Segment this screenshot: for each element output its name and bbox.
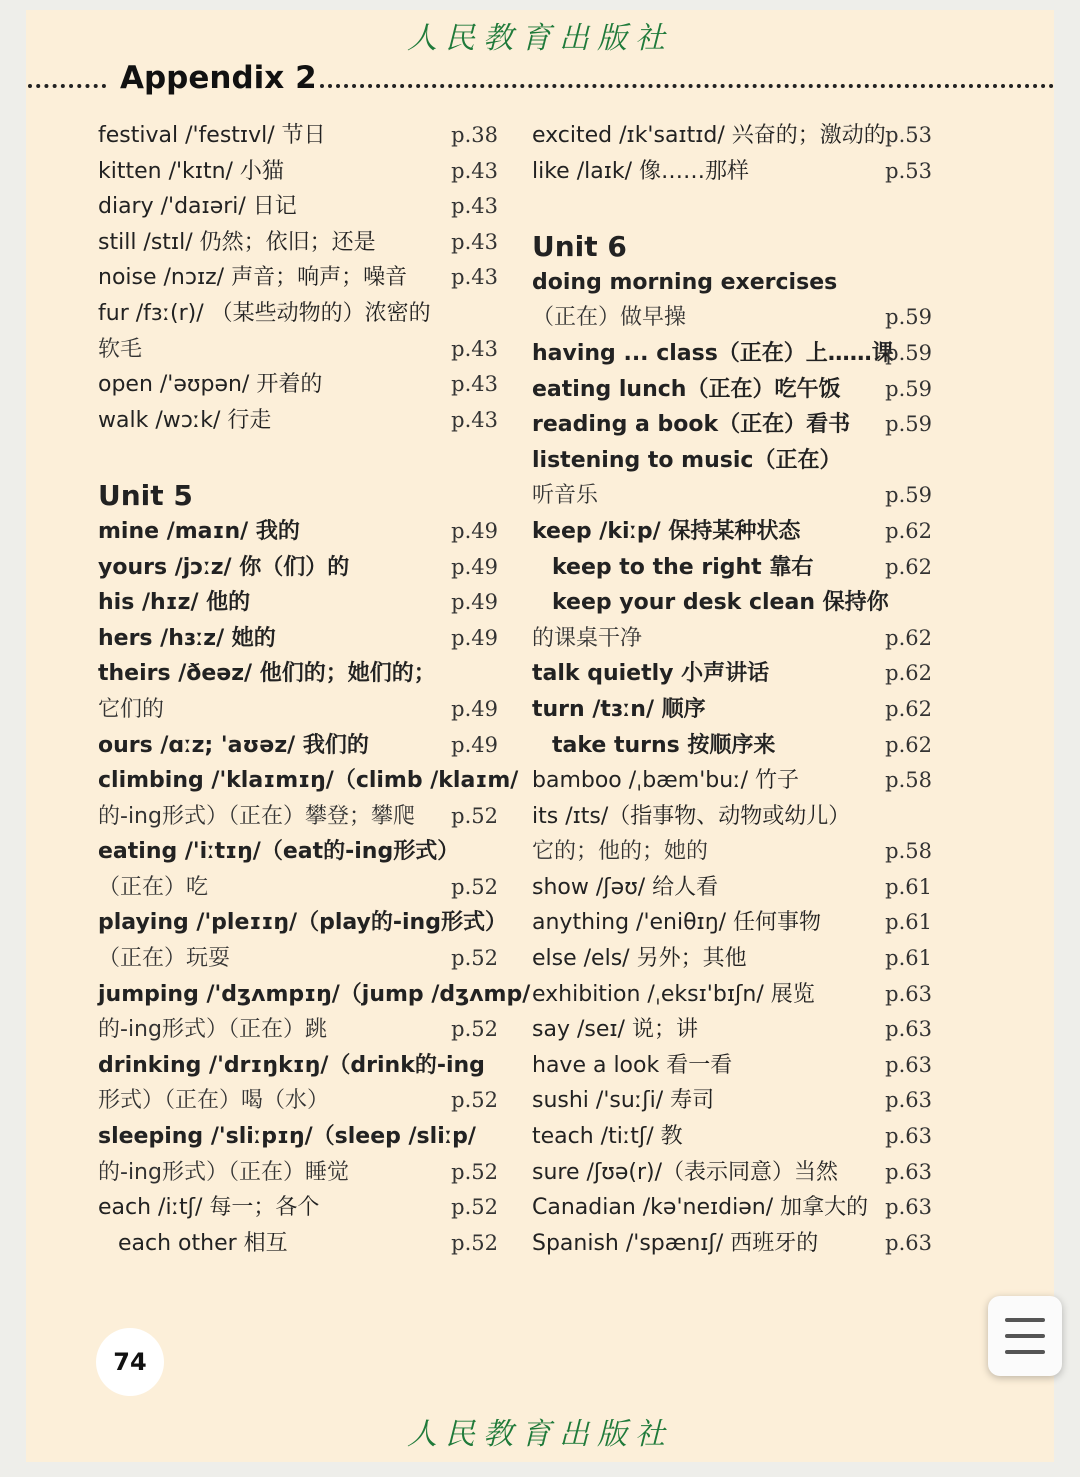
- page-reference: p.52: [451, 1159, 498, 1184]
- page-reference: p.59: [885, 412, 932, 437]
- vocab-text: 它们的: [98, 696, 165, 722]
- page-reference: p.49: [451, 625, 498, 650]
- page-reference: p.49: [451, 732, 498, 757]
- vocab-entry: [532, 372, 932, 408]
- vocab-text: keep to the right 靠右: [552, 554, 814, 580]
- page-reference: p.52: [451, 1230, 498, 1255]
- dotted-rule-right: [320, 84, 1054, 88]
- vocab-text: fur /fɜː(r)/ （某些动物的）浓密的: [98, 300, 431, 326]
- vocab-text: kitten /'kɪtn/ 小猫: [98, 158, 284, 184]
- page-reference: p.59: [885, 376, 932, 401]
- vocab-entry: [98, 656, 498, 692]
- vocab-text: eating lunch（正在）吃午饭: [532, 376, 841, 402]
- vocab-text: Canadian /kə'neɪdiən/ 加拿大的: [532, 1195, 869, 1221]
- page-reference: p.63: [885, 1124, 932, 1149]
- vocab-entry-continuation: [532, 834, 932, 870]
- dotted-rule-left: [28, 84, 106, 88]
- vocab-text: （正在）做早操: [532, 305, 687, 331]
- vocab-text: having ... class（正在）上……课: [532, 340, 894, 366]
- vocab-text: its /ɪts/（指事物、动物或幼儿）: [532, 803, 851, 829]
- page-number: 74: [96, 1328, 164, 1396]
- page-reference: p.43: [451, 336, 498, 361]
- vocab-entry: [532, 443, 932, 479]
- vocab-entry: [532, 1119, 932, 1155]
- vocab-entry: [98, 550, 498, 586]
- vocab-text: Spanish /'spænɪʃ/ 西班牙的: [532, 1230, 819, 1256]
- vocab-entry: [98, 296, 498, 332]
- vocab-text: talk quietly 小声讲话: [532, 661, 770, 687]
- vocab-entry: [98, 728, 498, 764]
- page-reference: p.43: [451, 265, 498, 290]
- page-reference: p.58: [885, 839, 932, 864]
- menu-bar: [1005, 1334, 1045, 1338]
- vocab-entry: [532, 514, 932, 550]
- vocab-text: 听音乐: [532, 483, 599, 509]
- page-reference: p.63: [885, 1195, 932, 1220]
- vocab-text: excited /ɪk'saɪtɪd/ 兴奋的；激动的: [532, 123, 886, 148]
- vocab-text: 的-ing形式）（正在）跳: [98, 1017, 327, 1043]
- vocab-text: mine /maɪn/ 我的: [98, 518, 300, 544]
- hamburger-menu-icon[interactable]: [988, 1296, 1062, 1376]
- page-reference: p.52: [451, 803, 498, 828]
- vocab-entry: [532, 728, 932, 764]
- vocab-text: festival /'festɪvl/ 节日: [98, 123, 326, 148]
- publisher-logo-top: 人民教育出版社: [407, 21, 673, 56]
- vocab-entry: [532, 1012, 932, 1048]
- vocab-entry: [98, 189, 498, 225]
- appendix-title: Appendix 2: [120, 60, 317, 96]
- page-reference: p.43: [451, 407, 498, 432]
- vocab-text: bamboo /ˌbæm'buː/ 竹子: [532, 768, 799, 794]
- page-reference: p.62: [885, 661, 932, 686]
- page-reference: p.49: [451, 518, 498, 543]
- vocab-entry: [98, 225, 498, 261]
- page-reference: p.61: [885, 874, 932, 899]
- vocab-entry: [532, 799, 932, 835]
- page-reference: p.49: [451, 696, 498, 721]
- vocab-entry: [532, 407, 932, 443]
- vocab-entry-continuation: [98, 1155, 498, 1191]
- vocab-entry: [532, 656, 932, 692]
- vocab-entry: [98, 260, 498, 296]
- vocab-text: each other 相互: [118, 1230, 288, 1256]
- vocab-entry: [98, 154, 498, 190]
- vocab-text: like /laɪk/ 像……那样: [532, 158, 750, 184]
- vocab-entry: [532, 692, 932, 728]
- page-reference: p.63: [885, 981, 932, 1006]
- page-reference: p.52: [451, 874, 498, 899]
- vocab-text: anything /'eniθɪŋ/ 任何事物: [532, 910, 822, 936]
- vocab-entry: [98, 403, 498, 439]
- vocab-text: doing morning exercises: [532, 269, 838, 295]
- page-reference: p.53: [885, 123, 932, 147]
- page-reference: p.62: [885, 696, 932, 721]
- vocab-text: ours /ɑːz; 'aʊəz/ 我们的: [98, 732, 369, 758]
- page-reference: p.52: [451, 1195, 498, 1220]
- vocab-entry: [98, 1226, 498, 1262]
- vocab-entry: [98, 1190, 498, 1226]
- vocab-entry-continuation: [532, 621, 932, 657]
- page-reference: p.63: [885, 1159, 932, 1184]
- vocab-entry: [98, 367, 498, 403]
- vocab-entry-continuation: [98, 1012, 498, 1048]
- vocab-entry: [98, 514, 498, 550]
- section-gap: [98, 438, 498, 474]
- page-reference: p.63: [885, 1088, 932, 1113]
- vocab-entry: [532, 1083, 932, 1119]
- vocab-text: theirs /ðeəz/ 他们的；她们的；: [98, 661, 436, 687]
- vocab-text: listening to music（正在）: [532, 447, 842, 473]
- vocab-entry-continuation: [98, 692, 498, 728]
- vocab-entry: [98, 763, 519, 799]
- vocab-text: 软毛: [98, 336, 143, 362]
- page-reference: p.63: [885, 1017, 932, 1042]
- vocab-entry-continuation: [98, 1083, 498, 1119]
- vocab-entry-continuation: [98, 870, 498, 906]
- vocab-entry: [532, 941, 932, 977]
- menu-bar: [1005, 1350, 1045, 1354]
- vocab-text: 形式）（正在）喝（水）: [98, 1088, 330, 1114]
- vocab-text: 它的；他的；她的: [532, 839, 709, 865]
- vocab-text: walk /wɔːk/ 行走: [98, 407, 272, 433]
- appendix-header: [26, 58, 1054, 98]
- vocab-text: eating /'iːtɪŋ/（eat的-ing形式）: [98, 839, 460, 865]
- vocab-entry: [532, 1155, 932, 1191]
- vocab-entry: [532, 550, 932, 586]
- vocab-entry: [98, 905, 507, 941]
- vocab-text: still /stɪl/ 仍然；依旧；还是: [98, 229, 376, 255]
- vocab-text: hers /hɜːz/ 她的: [98, 625, 276, 651]
- vocab-text: keep your desk clean 保持你: [552, 590, 889, 616]
- vocab-entry-continuation: [98, 332, 498, 368]
- vocab-text: turn /tɜːn/ 顺序: [532, 696, 706, 722]
- vocab-entry: [532, 870, 932, 906]
- vocab-entry: [532, 585, 932, 621]
- vocab-text: 的-ing形式）（正在）睡觉: [98, 1159, 349, 1185]
- page-reference: p.61: [885, 946, 932, 971]
- page-reference: p.43: [451, 229, 498, 254]
- textbook-page: [26, 10, 1054, 1462]
- page-reference: p.62: [885, 554, 932, 579]
- vocab-entry: [98, 977, 531, 1013]
- vocab-column-left: [98, 118, 531, 1261]
- page-reference: p.62: [885, 625, 932, 650]
- vocab-text: his /hɪz/ 他的: [98, 590, 251, 616]
- vocab-text: （正在）玩耍: [98, 946, 231, 972]
- page-reference: p.49: [451, 554, 498, 579]
- vocab-entry: [532, 265, 932, 301]
- vocab-entry: [532, 336, 932, 372]
- vocab-entry: [532, 905, 932, 941]
- section-gap: [532, 189, 932, 225]
- vocab-text: playing /'pleɪɪŋ/（play的-ing形式）: [98, 910, 507, 936]
- vocab-text: sure /ʃʊə(r)/（表示同意）当然: [532, 1159, 839, 1185]
- page-reference: p.62: [885, 732, 932, 757]
- page-reference: p.49: [451, 590, 498, 615]
- vocab-text: （正在）吃: [98, 874, 209, 900]
- vocab-text: say /seɪ/ 说；讲: [532, 1017, 698, 1043]
- page-reference: p.43: [451, 194, 498, 219]
- page-reference: p.52: [451, 1088, 498, 1113]
- vocab-entry: [98, 1048, 498, 1084]
- vocab-entry-continuation: [98, 799, 498, 835]
- vocab-text: have a look 看一看: [532, 1052, 733, 1078]
- vocab-entry: [98, 585, 498, 621]
- page-reference: p.61: [885, 910, 932, 935]
- vocab-entry: [532, 763, 932, 799]
- vocab-text: drinking /'drɪŋkɪŋ/（drink的-ing: [98, 1052, 485, 1078]
- vocab-entry: [532, 118, 932, 154]
- page-reference: p.58: [885, 768, 932, 793]
- vocab-text: exhibition /ˌeksɪ'bɪʃn/ 展览: [532, 981, 815, 1007]
- vocab-text: open /'əʊpən/ 开着的: [98, 372, 323, 398]
- page-reference: p.52: [451, 1017, 498, 1042]
- vocab-text: teach /tiːtʃ/ 教: [532, 1124, 683, 1150]
- vocab-entry: [532, 977, 932, 1013]
- page-reference: p.43: [451, 158, 498, 183]
- vocab-text: 的课桌干净: [532, 625, 643, 651]
- vocab-text: sleeping /'sliːpɪŋ/（sleep /sliːp/: [98, 1124, 476, 1150]
- vocab-entry: [532, 1048, 932, 1084]
- vocab-text: take turns 按顺序来: [552, 732, 776, 758]
- vocab-entry-continuation: [98, 941, 498, 977]
- page-reference: p.53: [885, 158, 932, 183]
- vocab-entry: [532, 1226, 932, 1262]
- page-reference: p.62: [885, 518, 932, 543]
- vocab-entry: [98, 1119, 498, 1155]
- vocab-text: jumping /'dʒʌmpɪŋ/（jump /dʒʌmp/: [98, 981, 531, 1007]
- page-reference: p.59: [885, 305, 932, 330]
- unit-heading: Unit 6: [532, 229, 627, 263]
- unit-heading: Unit 5: [98, 478, 193, 512]
- vocab-entry: [98, 621, 498, 657]
- vocab-entry: [532, 1190, 932, 1226]
- vocab-entry-continuation: [532, 300, 932, 336]
- page-reference: p.52: [451, 946, 498, 971]
- page-reference: p.43: [451, 372, 498, 397]
- publisher-logo-bottom: 人民教育出版社: [407, 1417, 673, 1452]
- page-reference: p.63: [885, 1230, 932, 1255]
- vocab-text: diary /'daɪəri/ 日记: [98, 194, 297, 220]
- vocab-text: noise /nɔɪz/ 声音；响声；噪音: [98, 265, 408, 291]
- page-reference: p.63: [885, 1052, 932, 1077]
- vocab-column-right: [532, 118, 932, 1261]
- vocab-entry-continuation: [532, 478, 932, 514]
- vocab-text: reading a book（正在）看书: [532, 412, 851, 438]
- vocab-entry: [98, 834, 498, 870]
- vocab-text: climbing /'klaɪmɪŋ/（climb /klaɪm/: [98, 768, 519, 794]
- vocab-entry: [532, 154, 932, 190]
- menu-bar: [1005, 1318, 1045, 1322]
- vocab-text: each /iːtʃ/ 每一；各个: [98, 1195, 320, 1221]
- vocab-text: else /els/ 另外；其他: [532, 946, 747, 972]
- page-reference: p.38: [451, 123, 498, 147]
- page-reference: p.59: [885, 483, 932, 508]
- vocab-text: keep /kiːp/ 保持某种状态: [532, 518, 801, 544]
- page-reference: p.59: [885, 340, 932, 365]
- vocab-text: show /ʃəʊ/ 给人看: [532, 874, 719, 900]
- vocab-text: yours /jɔːz/ 你（们）的: [98, 554, 350, 580]
- vocab-text: sushi /'suːʃi/ 寿司: [532, 1088, 715, 1114]
- vocab-entry: [98, 118, 498, 154]
- vocab-text: 的-ing形式）（正在）攀登；攀爬: [98, 803, 415, 829]
